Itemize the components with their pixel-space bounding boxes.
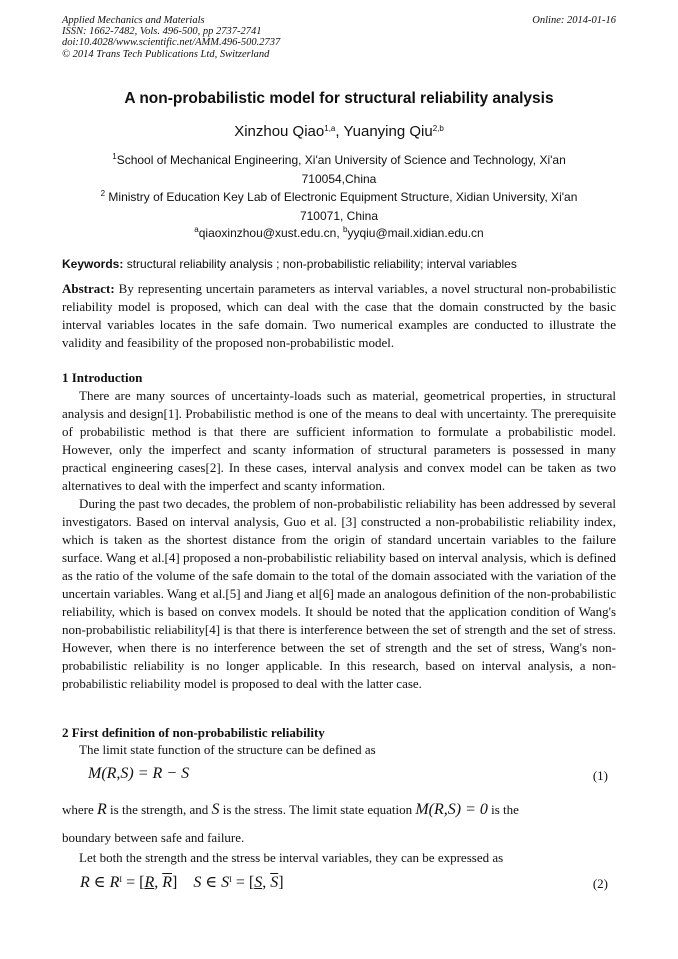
online-date: Online: 2014-01-16: [532, 15, 616, 26]
author-list: [0, 123, 678, 140]
author-separator: ,: [335, 123, 344, 140]
where-line: [62, 801, 616, 819]
abstract-text: By representing uncertain parameters as interval variables, a novel structural non-probabilistic reliability model is proposed, which can deal with the case that the domain constructed by the basic interval variables locates in the safe domain. Two numerical examples are conducted to illustrate the validity and feasibility of the proposed non-probabilistic model.: [62, 281, 616, 351]
equation-2: R ∈ $R^I = [R$, $\overline{R}$] S ∈ $S^I = [S$, $\overline{S}$]: [80, 874, 284, 891]
doi-line[interactable]: doi:10.4028/www.scientific.net/AMM.496-500.2737: [62, 37, 281, 49]
where-text-3: is the stress. The limit state equation: [219, 802, 416, 817]
where-text-4: is the: [487, 802, 519, 817]
keywords-label: Keywords:: [62, 257, 124, 271]
author-1-sup: 1,a: [324, 124, 336, 133]
affiliation-1: [0, 151, 678, 189]
issn-line: ISSN: 1662-7482, Vols. 496-500, pp 2737-2741: [62, 26, 262, 38]
abstract: [62, 280, 616, 352]
aff-1-sup: 1: [112, 152, 117, 161]
affiliation-2: [0, 188, 678, 226]
email-line: [0, 224, 678, 243]
email-b[interactable]: yyqiu@mail.xidian.edu.cn: [347, 226, 484, 240]
symbol-R: R: [97, 801, 107, 818]
keywords-text: structural reliability analysis ; non-probabilistic reliability; interval variables: [123, 257, 517, 271]
aff-2-sup: 2: [100, 189, 106, 198]
author-2-sup: 2,b: [432, 124, 444, 133]
where-text-2: is the strength, and: [106, 802, 212, 817]
author-1: Xinzhou Qiao: [234, 123, 325, 140]
email-b-sup: b: [343, 225, 348, 234]
author-2: Yuanying Qiu: [343, 123, 433, 140]
where-text-1: where: [62, 802, 98, 817]
abstract-label: Abstract:: [62, 281, 115, 296]
email-a[interactable]: qiaoxinzhou@xust.edu.cn,: [198, 226, 344, 240]
aff-1-line-1: School of Mechanical Engineering, Xi'an University of Science and Technology, Xi'an: [116, 153, 566, 167]
equation-1: M(R,S) = R − S: [88, 765, 190, 782]
intro-paragraph-2: During the past two decades, the problem of non-probabilistic reliability has been addressed by several investigators. Based on interval analysis, Guo et al. [3] constructed a non-probabilistic reliability index, which is taken as the shortest distance from the origin of standard uncertain variables to the failure surface. Wang et al.[4] proposed a non-probabilistic reliability based on interval analysis, which is defined as the ratio of the volume of the safe domain to the total of the domain associated with the variation of the uncertain variables. Wang et al.[5] and Jiang et al[6] made an analogous definition of the non-probabilistic reliability, which is based on convex models. It should be noted that the application condition of Wang's non-probabilistic reliability[4] is that there is interference between the set of strength and the set of stress. However, when there is no interference between the set of strength and the set of stress, Wang's non-probabilistic reliability is no longer applicable. In this research, based on interval analysis, a non-probabilistic reliability model is proposed to deal with the latter case.: [62, 496, 616, 692]
limit-state-intro: The limit state function of the structure can be defined as: [79, 742, 376, 757]
equation-1-number: (1): [592, 768, 608, 783]
keywords: [62, 257, 616, 271]
section-2-heading: 2 First definition of non-probabilistic reliability: [62, 725, 325, 740]
aff-2-line-2: 710071, China: [299, 209, 379, 223]
symbol-S: S: [211, 801, 220, 818]
journal-name: Applied Mechanics and Materials: [62, 15, 205, 26]
equation-2-number: (2): [592, 876, 608, 891]
aff-1-line-2: 710054,China: [301, 172, 377, 186]
copyright-line: © 2014 Trans Tech Publications Ltd, Switzerland: [62, 48, 270, 60]
limit-state-equation: M(R,S) = 0: [415, 801, 488, 818]
where-line-2: boundary between safe and failure.: [62, 830, 245, 845]
intro-paragraph-1: There are many sources of uncertainty-loads such as material, geometrical properties, in structural analysis and design[1]. Probabilistic method is one of the means to deal with uncertainty. The prerequisite of probabilistic method is that there are sufficient information to formulate a probabilistic model. However, only the imperfect and scanty information of structural parameters is possessed in many practical engineering cases[2]. In these cases, interval analysis and convex model can be taken as two alternatives to deal with the imperfect and scanty information.: [62, 388, 616, 494]
email-a-sup: a: [194, 225, 199, 234]
paper-title: A non-probabilistic model for structural reliability analysis: [124, 90, 554, 107]
journal-header: [62, 15, 616, 60]
interval-intro: Let both the strength and the stress be interval variables, they can be expressed as: [79, 850, 504, 865]
section-1-heading: 1 Introduction: [62, 370, 143, 385]
aff-2-line-1: Ministry of Education Key Lab of Electronic Equipment Structure, Xidian University, Xi'an: [105, 190, 578, 204]
